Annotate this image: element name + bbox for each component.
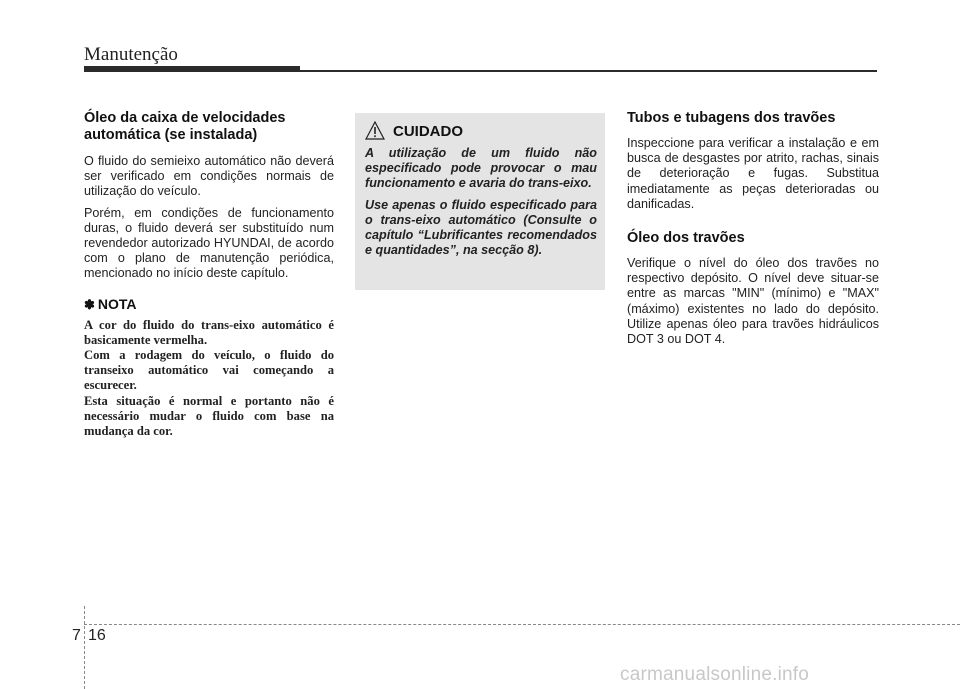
caution-paragraph: A utilização de um fluido não especificado pode provocar o mau funcionamento e avaria do trans-eixo. (365, 146, 597, 191)
header-rule-thin (300, 70, 877, 72)
paragraph: Porém, em condições de funcionamento duras, o fluido deverá ser substituído num revendedor autorizado HYUNDAI, de acordo com o plano de manutenção periódica, mencionado no início deste capítulo. (84, 205, 334, 281)
note-heading (84, 296, 334, 313)
caution-header (365, 121, 597, 141)
caution-title: CUIDADO (393, 122, 463, 140)
note-line: Esta situação é normal e portanto não é necessário mudar o fluido com base na mudança da cor. (84, 393, 334, 439)
watermark: carmanualsonline.info (620, 664, 810, 685)
page-header-title: Manutenção (84, 44, 178, 65)
section-heading-brake-fluid: Óleo dos travões (627, 230, 745, 247)
chapter-number: 7 (72, 627, 81, 644)
caution-box (355, 113, 605, 290)
paragraph: O fluido do semieixo automático não deverá ser verificado em condições normais de utilização do veículo. (84, 154, 334, 199)
right-column (627, 110, 879, 353)
note-line: A cor do fluido do trans-eixo automático é basicamente vermelha. (84, 317, 334, 347)
section-heading-brake-lines: Tubos e tubagens dos travões (627, 110, 836, 126)
page-number: 16 (88, 627, 106, 644)
note-star-icon: ✽ (84, 296, 95, 312)
header-rule-thick (84, 66, 300, 72)
section-heading-transmission-oil: Óleo da caixa de velocidades automática (se instalada) (84, 110, 286, 143)
paragraph: Inspeccione para verificar a instalação e em busca de desgastes por atrito, rachas, sinais de deterioração e fugas. Substitua imediatamente as peças deterioradas ou danificadas. (627, 136, 879, 211)
caution-paragraph: Use apenas o fluido especificado para o trans-eixo automático (Consulte o capítulo “Lubrificantes recomendados e quantidades”, na secção 8). (365, 197, 597, 258)
paragraph: Verifique o nível do óleo dos travões no respectivo depósito. O nível deve situar-se entre as marcas "MIN" (mínimo) e "MAX" (máximo) existentes no lado do depósito. Utilize apenas óleo para travões hidráulicos DOT 3 ou DOT 4. (627, 256, 879, 347)
footer-vertical-rule (84, 606, 85, 689)
footer-rule (84, 624, 960, 625)
left-column (84, 110, 334, 439)
note-label: NOTA (97, 295, 137, 312)
note-line: Com a rodagem do veículo, o fluido do transeixo automático vai começando a escurecer. (84, 348, 334, 393)
warning-triangle-icon (365, 121, 385, 141)
